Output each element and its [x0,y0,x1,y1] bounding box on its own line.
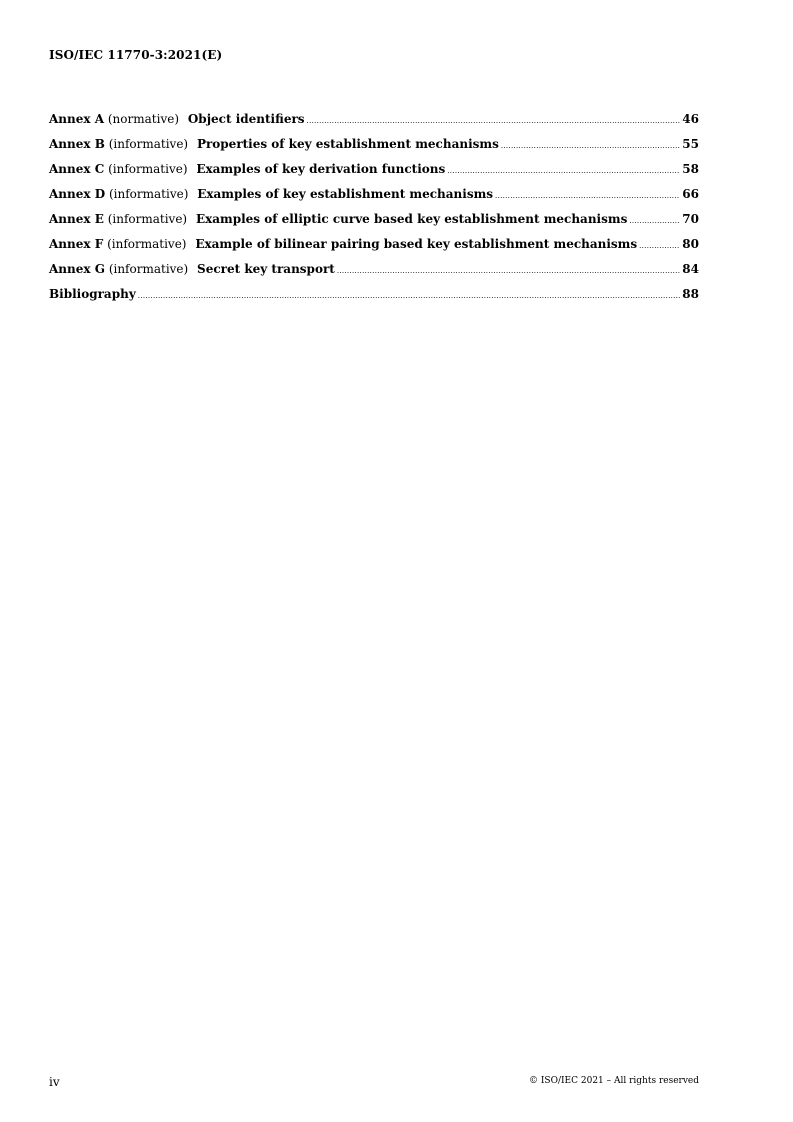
toc-entry-annex-c[interactable] [49,162,699,187]
toc-entry-bibliography[interactable] [49,287,699,312]
annex-title: Properties of key establishment mechanisms [196,137,499,151]
annex-id: Annex F [49,237,104,251]
toc-page-number: 46 [682,112,699,126]
toc-page-number: 88 [682,287,699,301]
dot-leader [307,117,681,125]
toc-entry-label [49,262,335,276]
annex-type: (informative) [107,212,188,226]
annex-title: Object identifiers [187,112,305,126]
annex-type: (informative) [107,237,187,251]
toc-page-number: 66 [682,187,699,201]
toc-entry-label [49,237,637,251]
annex-type: (informative) [108,162,188,176]
annex-id: Annex D [49,187,106,201]
dot-leader [337,267,680,275]
toc-page-number: 55 [682,137,699,151]
toc-entry-label [49,112,305,126]
dot-leader [639,242,680,250]
toc-entry-annex-a[interactable] [49,112,699,137]
toc-page-number: 84 [682,262,699,276]
toc-entry-annex-e[interactable] [49,212,699,237]
bibliography-title: Bibliography [49,287,136,301]
toc-entry-annex-f[interactable] [49,237,699,262]
copyright-notice: © ISO/IEC 2021 – All rights reserved [529,1076,699,1086]
toc-entry-label [49,137,499,151]
annex-title: Secret key transport [197,262,335,276]
toc-page-number: 58 [682,162,699,176]
annex-type: (informative) [108,137,189,151]
dot-leader [138,292,681,300]
toc-entry-label [49,212,627,226]
toc-entry-annex-b[interactable] [49,137,699,162]
annex-type: (normative) [107,112,180,126]
document-header: ISO/IEC 11770-3:2021(E) [49,48,223,62]
annex-title: Examples of key establishment mechanisms [197,187,494,201]
annex-id: Annex B [49,137,105,151]
annex-id: Annex A [49,112,105,126]
dot-leader [629,217,680,225]
annex-id: Annex C [49,162,105,176]
toc-entry-label [49,162,445,176]
page-number: iv [49,1075,60,1089]
dot-leader [447,167,680,175]
annex-type: (informative) [108,262,189,276]
toc-entry-annex-d[interactable] [49,187,699,212]
toc-page-number: 80 [682,237,699,251]
toc-entry-label [49,287,136,301]
annex-id: Annex E [49,212,104,226]
toc-entry-annex-g[interactable] [49,262,699,287]
annex-title: Example of bilinear pairing based key establishment mechanisms [195,237,638,251]
annex-type: (informative) [108,187,189,201]
table-of-contents [49,112,699,312]
toc-page-number: 70 [682,212,699,226]
dot-leader [495,192,680,200]
annex-id: Annex G [49,262,105,276]
toc-entry-label [49,187,493,201]
annex-title: Examples of elliptic curve based key establishment mechanisms [195,212,628,226]
annex-title: Examples of key derivation functions [196,162,446,176]
dot-leader [501,142,680,150]
